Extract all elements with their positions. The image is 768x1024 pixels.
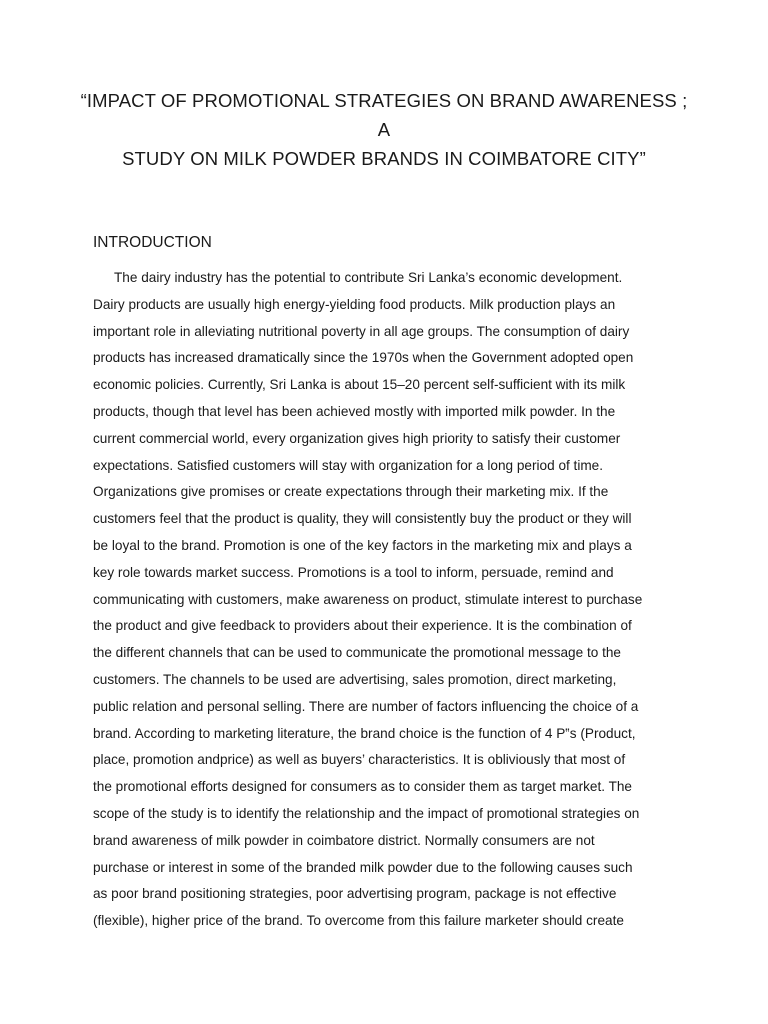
paragraph-line: the product and give feedback to providers about their experience. It is the combination of: [93, 618, 632, 634]
document-title: [80, 86, 688, 173]
paragraph-line: purchase or interest in some of the branded milk powder due to the following causes such: [93, 859, 633, 875]
paragraph-line: customers. The channels to be used are advertising, sales promotion, direct marketing,: [93, 671, 617, 687]
paragraph-line: the different channels that can be used to communicate the promotional message to the: [93, 645, 621, 661]
paragraph-line: the promotional efforts designed for consumers as to consider them as target market. The: [93, 779, 632, 795]
paragraph-line: economic policies. Currently, Sri Lanka is about 15–20 percent self-sufficient with its milk: [93, 377, 626, 393]
paragraph-line: brand. According to marketing literature, the brand choice is the function of 4 P‟s (Product,: [93, 725, 636, 741]
paragraph-line: important role in alleviating nutritional poverty in all age groups. The consumption of dairy: [93, 323, 630, 339]
paragraph-line: communicating with customers, make awareness on product, stimulate interest to purchase: [93, 591, 643, 607]
introduction-paragraph: [93, 265, 673, 935]
paragraph-line: key role towards market success. Promotions is a tool to inform, persuade, remind and: [93, 564, 614, 580]
paragraph-line: place, promotion andprice) as well as buyers’ characteristics. It is obliviously that most of: [93, 752, 626, 768]
paragraph-line: products has increased dramatically since the 1970s when the Government adopted open: [93, 350, 634, 366]
paragraph-line: scope of the study is to identify the relationship and the impact of promotional strategies on: [93, 805, 640, 821]
paragraph-line: be loyal to the brand. Promotion is one of the key factors in the marketing mix and plays a: [93, 537, 632, 553]
paragraph-line: customers feel that the product is quality, they will consistently buy the product or they will: [93, 511, 632, 527]
paragraph-line: expectations. Satisfied customers will stay with organization for a long period of time.: [93, 457, 604, 473]
paragraph-line: as poor brand positioning strategies, poor advertising program, package is not effective: [93, 886, 617, 902]
paragraph-line: current commercial world, every organization gives high priority to satisfy their customer: [93, 430, 621, 446]
paragraph-line: Dairy products are usually high energy-yielding food products. Milk production plays an: [93, 296, 616, 312]
paragraph-line: The dairy industry has the potential to contribute Sri Lanka’s economic development.: [114, 270, 623, 285]
title-line: “IMPACT OF PROMOTIONAL STRATEGIES ON BRAND AWARENESS ; A: [80, 90, 688, 140]
paragraph-line: Organizations give promises or create expectations through their marketing mix. If the: [93, 484, 609, 500]
paragraph-line: brand awareness of milk powder in coimbatore district. Normally consumers are not: [93, 832, 595, 848]
title-line: STUDY ON MILK POWDER BRANDS IN COIMBATORE CITY”: [122, 148, 646, 169]
paragraph-line: (flexible), higher price of the brand. To overcome from this failure marketer should create: [93, 913, 624, 929]
paragraph-line: products, though that level has been achieved mostly with imported milk powder. In the: [93, 403, 616, 419]
section-heading: INTRODUCTION: [93, 234, 212, 251]
paragraph-line: public relation and personal selling. There are number of factors influencing the choice of a: [93, 698, 639, 714]
